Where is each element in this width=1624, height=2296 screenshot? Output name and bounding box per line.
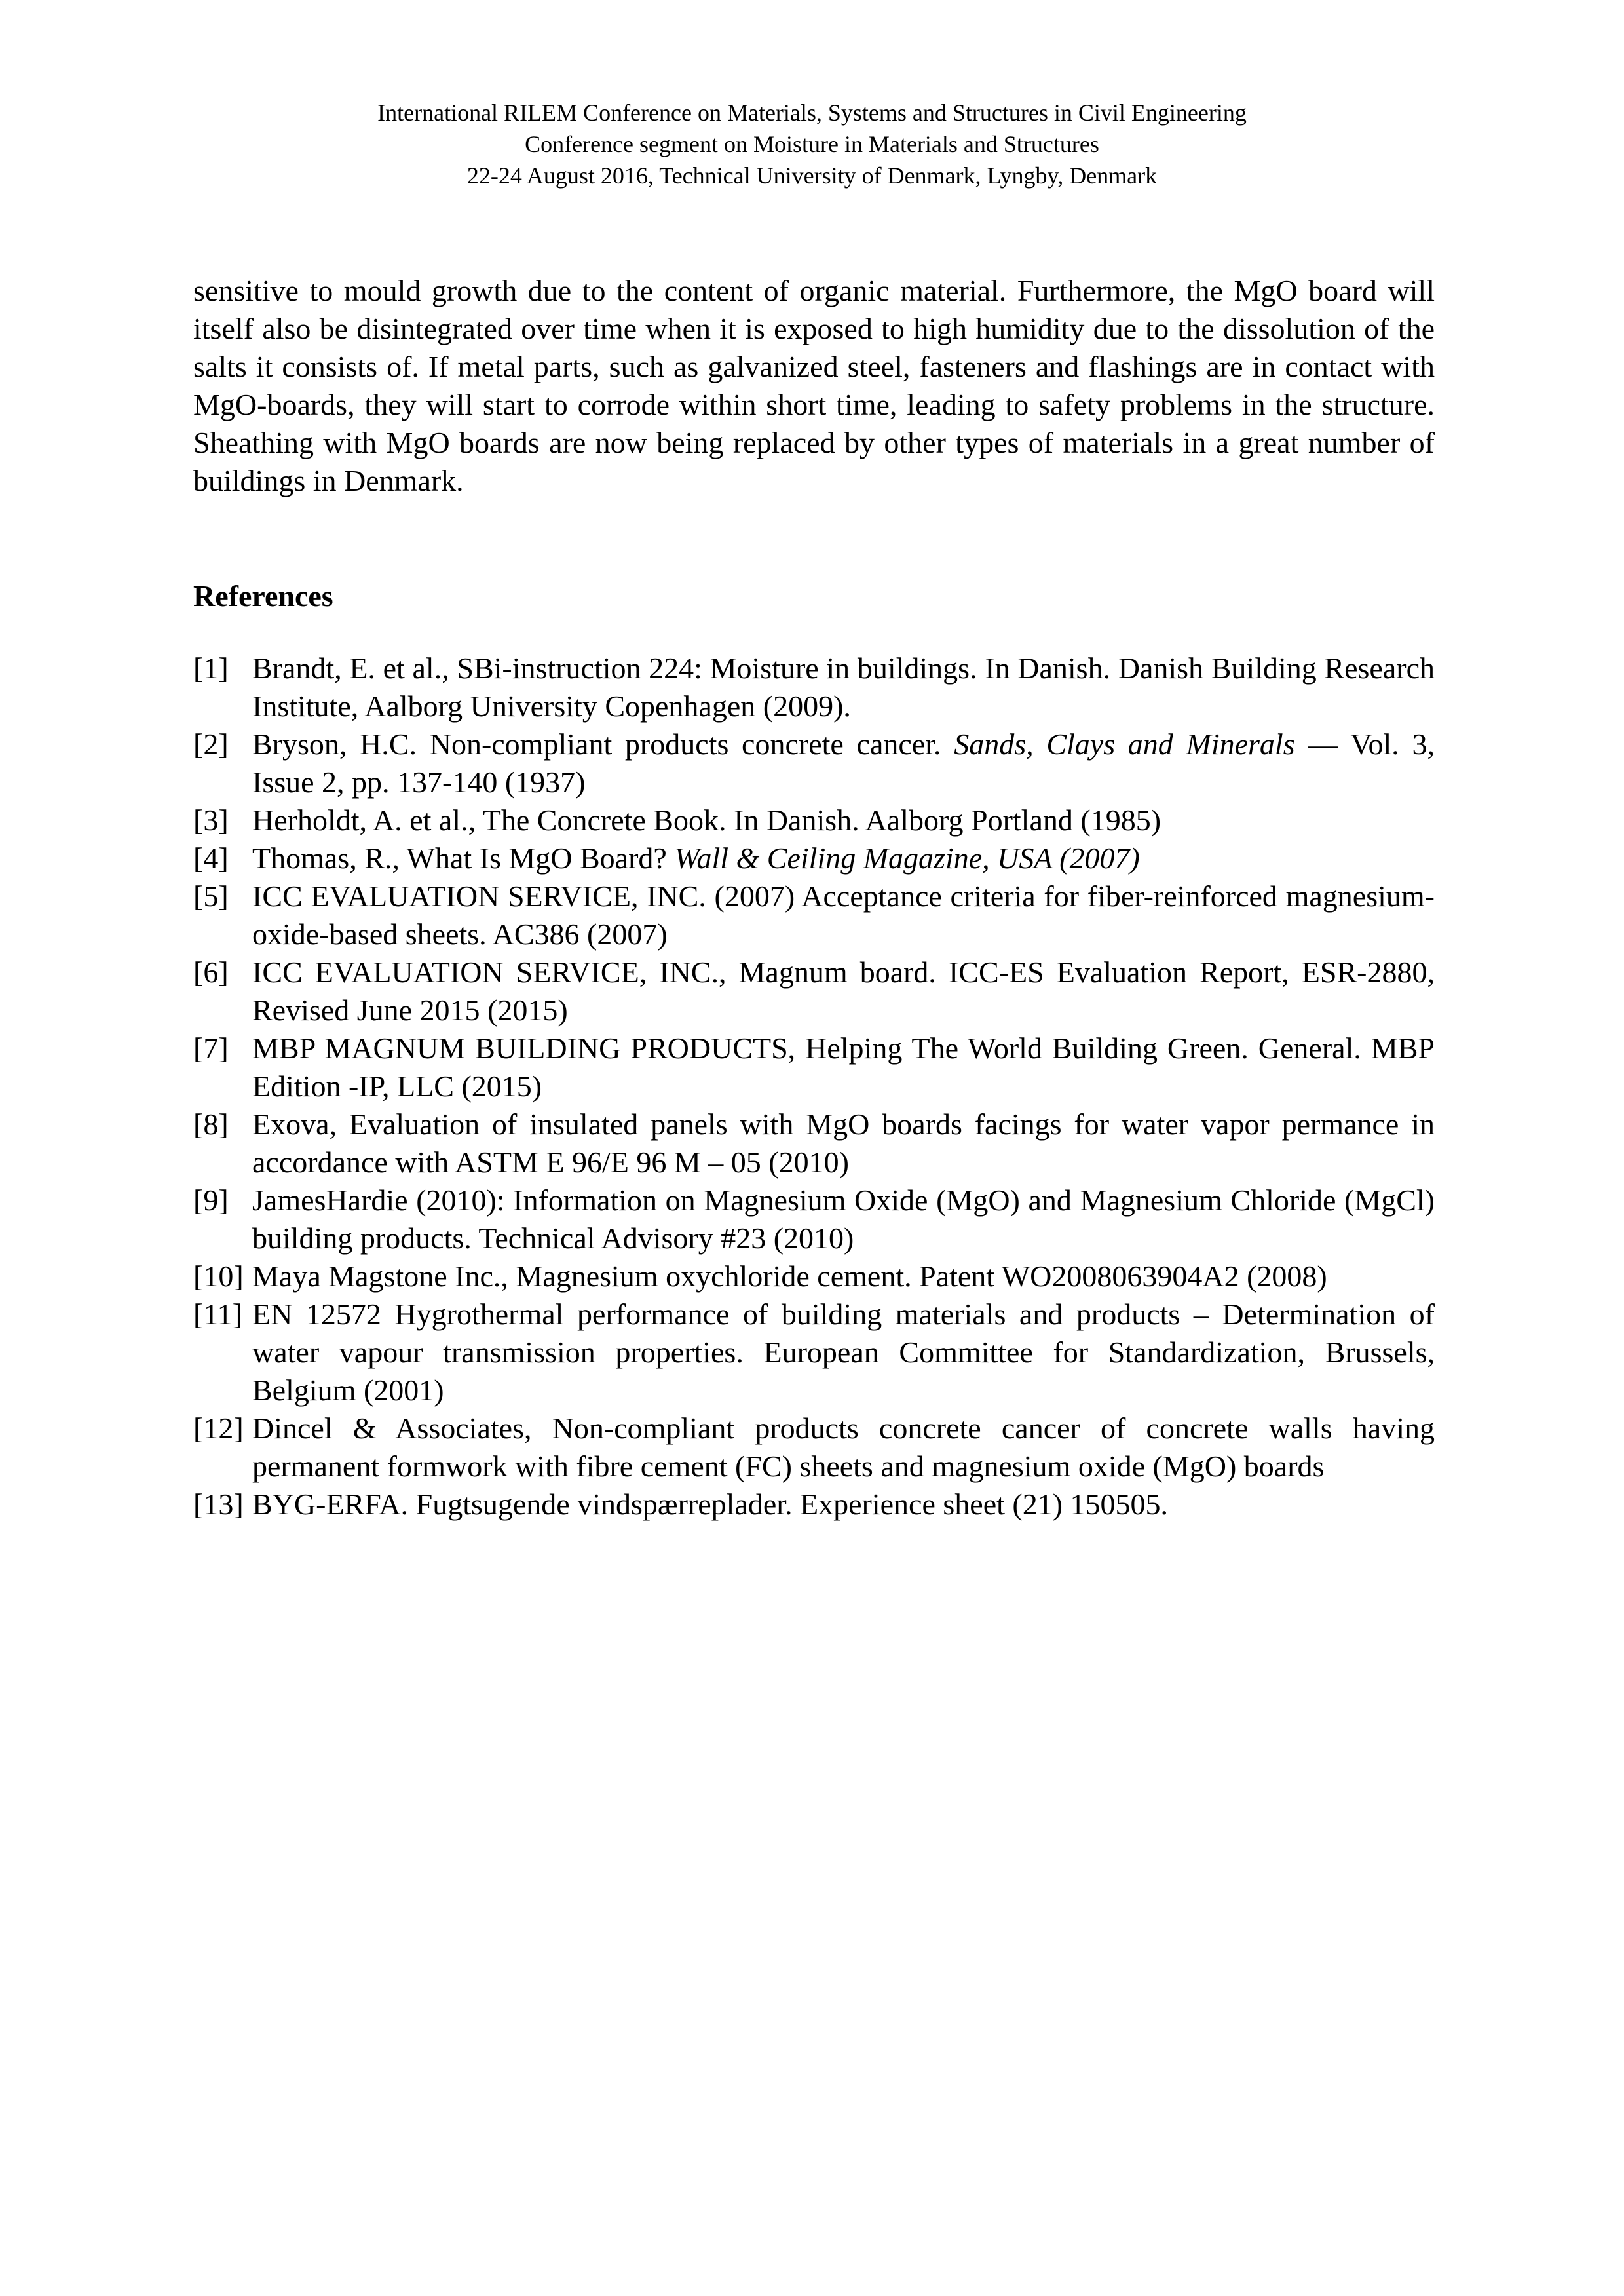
reference-item-7: [193, 1029, 1435, 1105]
reference-item-11: [193, 1295, 1435, 1409]
reference-number: [1]: [193, 651, 229, 685]
reference-number: [9]: [193, 1183, 229, 1217]
reference-text: BYG-ERFA. Fugtsugende vindspærreplader. Experience sheet (21) 150505.: [252, 1487, 1169, 1521]
reference-number: [5]: [193, 879, 229, 913]
reference-text: [252, 725, 1435, 801]
reference-item-3: [193, 801, 1435, 839]
reference-number: [3]: [193, 803, 229, 837]
reference-number: [13]: [193, 1487, 244, 1521]
reference-number: [10]: [193, 1259, 244, 1293]
reference-item-13: [193, 1485, 1435, 1523]
header-conference-date-location: 22-24 August 2016, Technical University of Denmark, Lyngby, Denmark: [466, 163, 1158, 189]
reference-number: [2]: [193, 727, 229, 761]
header-conference-title: International RILEM Conference on Materials, Systems and Structures in Civil Engineering: [377, 100, 1247, 126]
reference-text: Herholdt, A. et al., The Concrete Book. In Danish. Aalborg Portland (1985): [252, 803, 1161, 837]
reference-text-after: — Vol. 3, Issue 2, pp. 137-140 (1937): [252, 727, 1435, 799]
reference-item-8: [193, 1105, 1435, 1181]
reference-item-12: [193, 1409, 1435, 1485]
references-heading: References: [193, 579, 333, 613]
reference-text-before: Thomas, R., What Is MgO Board?: [252, 841, 675, 875]
reference-number: [11]: [193, 1297, 242, 1331]
body-paragraph: sensitive to mould growth due to the content of organic material. Furthermore, the MgO board will itself also be disintegrated over time when it is exposed to high humidity due to the dissolution of the salts it consists of. If metal parts, such as galvanized steel, fasteners and flashings are in contact with MgO-boards, they will start to corrode within short time, leading to safety problems in the structure. Sheathing with MgO boards are now being replaced by other types of materials in a great number of buildings in Denmark.: [193, 274, 1435, 497]
reference-number: [8]: [193, 1107, 229, 1141]
reference-item-1: [193, 649, 1435, 725]
reference-text: Exova, Evaluation of insulated panels with MgO boards facings for water vapor permance in accordance with ASTM E 96/E 96 M – 05 (2010): [252, 1107, 1435, 1179]
reference-number: [6]: [193, 955, 229, 989]
reference-item-10: [193, 1257, 1435, 1295]
reference-item-4: [193, 839, 1435, 877]
header-conference-segment: Conference segment on Moisture in Materials and Structures: [525, 131, 1099, 157]
reference-text-before: Bryson, H.C. Non-compliant products concrete cancer.: [252, 727, 954, 761]
reference-text: ICC EVALUATION SERVICE, INC. (2007) Acceptance criteria for fiber-reinforced magnesium-oxide-based sheets. AC386 (2007): [252, 879, 1435, 951]
reference-number: [7]: [193, 1031, 229, 1065]
reference-text: JamesHardie (2010): Information on Magnesium Oxide (MgO) and Magnesium Chloride (MgCl) building products. Technical Advisory #23 (2010): [252, 1183, 1435, 1255]
page-header: [0, 97, 1624, 191]
reference-text: [252, 839, 1435, 877]
references-list: [193, 649, 1435, 1523]
reference-item-5: [193, 877, 1435, 953]
reference-text: ICC EVALUATION SERVICE, INC., Magnum board. ICC-ES Evaluation Report, ESR-2880, Revised June 2015 (2015): [252, 955, 1435, 1027]
reference-item-6: [193, 953, 1435, 1029]
reference-number: [4]: [193, 841, 229, 875]
reference-text: EN 12572 Hygrothermal performance of building materials and products – Determination of water vapour transmission properties. European Committee for Standardization, Brussels, Belgium (2001): [252, 1297, 1435, 1407]
reference-text: Dincel & Associates, Non-compliant products concrete cancer of concrete walls having permanent formwork with fibre cement (FC) sheets and magnesium oxide (MgO) boards: [252, 1411, 1435, 1483]
reference-text: Maya Magstone Inc., Magnesium oxychloride cement. Patent WO2008063904A2 (2008): [252, 1259, 1327, 1293]
reference-text: MBP MAGNUM BUILDING PRODUCTS, Helping The World Building Green. General. MBP Edition -IP, LLC (2015): [252, 1031, 1435, 1103]
reference-item-2: [193, 725, 1435, 801]
reference-number: [12]: [193, 1411, 244, 1445]
reference-item-9: [193, 1181, 1435, 1257]
reference-journal-title: Wall & Ceiling Magazine, USA (2007): [674, 841, 1140, 875]
page-content: [193, 272, 1435, 1523]
reference-text: Brandt, E. et al., SBi-instruction 224: Moisture in buildings. In Danish. Danish Building Research Institute, Aalborg University Copenhagen (2009).: [252, 651, 1435, 723]
reference-journal-title: Sands, Clays and Minerals: [954, 727, 1295, 761]
